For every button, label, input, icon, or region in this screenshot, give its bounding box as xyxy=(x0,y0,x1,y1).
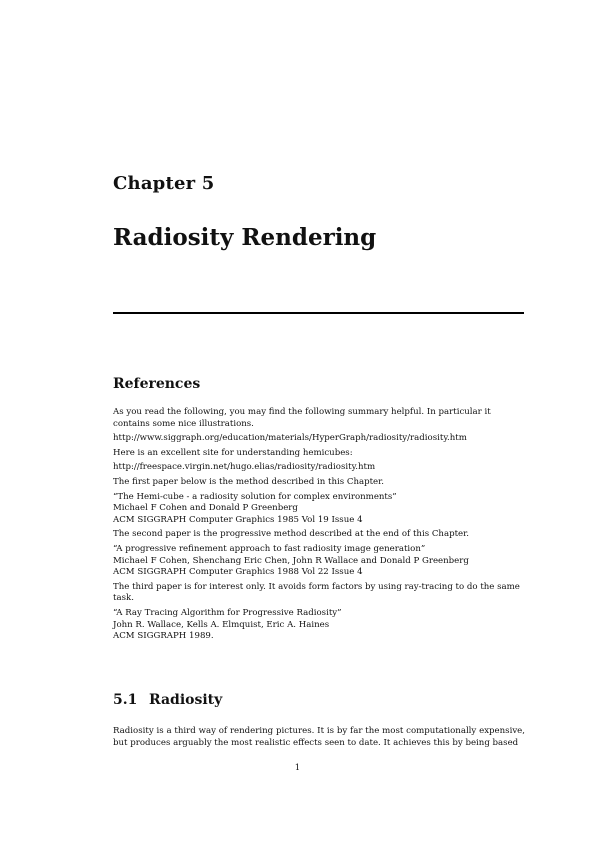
paper-authors: Michael F Cohen and Donald P Greenberg xyxy=(113,503,298,514)
section-body: Radiosity is a third way of rendering pictures. It is by far the most computationally expensive, but produces arguably the most realistic effects seen to date. It achieves this by being based xyxy=(113,726,525,749)
hemicube-note: Here is an excellent site for understanding hemicubes: xyxy=(113,447,353,458)
section-title: Radiosity xyxy=(149,692,223,708)
section-number: 5.1 xyxy=(113,692,138,708)
paper-title: “The Hemi-cube - a radiosity solution for complex environments” xyxy=(113,491,397,502)
paper-venue: ACM SIGGRAPH Computer Graphics 1985 Vol 19 Issue 4 xyxy=(113,514,363,525)
page-number: 1 xyxy=(294,763,301,773)
references-body xyxy=(113,407,525,646)
paper-authors: Michael F Cohen, Shenchang Eric Chen, John R Wallace and Donald P Greenberg xyxy=(113,555,469,566)
second-paper-note: The second paper is the progressive method described at the end of this Chapter. xyxy=(113,529,470,540)
paper-title: “A progressive refinement approach to fast radiosity image generation” xyxy=(113,543,426,554)
paper-venue: ACM SIGGRAPH Computer Graphics 1988 Vol 22 Issue 4 xyxy=(113,567,363,578)
chapter-rule xyxy=(113,312,524,314)
paper-venue: ACM SIGGRAPH 1989. xyxy=(113,631,214,642)
reference-url-hypergraph[interactable]: http://www.siggraph.org/education/materials/HyperGraph/radiosity/radiosity.htm xyxy=(113,433,467,444)
paper-title: “A Ray Tracing Algorithm for Progressive Radiosity” xyxy=(113,607,342,618)
references-intro: As you read the following, you may find the following summary helpful. In particular it contains some nice illustrations. xyxy=(113,407,491,429)
first-paper-note: The first paper below is the method described in this Chapter. xyxy=(113,476,385,487)
chapter-label: Chapter 5 xyxy=(113,173,215,194)
reference-paper-3 xyxy=(113,608,525,643)
chapter-title: Radiosity Rendering xyxy=(113,224,377,251)
paper-authors: John R. Wallace, Kells A. Elmquist, Eric A. Haines xyxy=(113,619,330,630)
references-heading: References xyxy=(113,376,201,392)
third-paper-note: The third paper is for interest only. It avoids form factors by using ray-tracing to do the same task. xyxy=(113,581,520,604)
reference-url-hemicube[interactable]: http://freespace.virgin.net/hugo.elias/radiosity/radiosity.htm xyxy=(113,462,376,473)
reference-paper-1 xyxy=(113,492,525,527)
section-heading xyxy=(113,692,222,708)
reference-paper-2 xyxy=(113,544,525,579)
